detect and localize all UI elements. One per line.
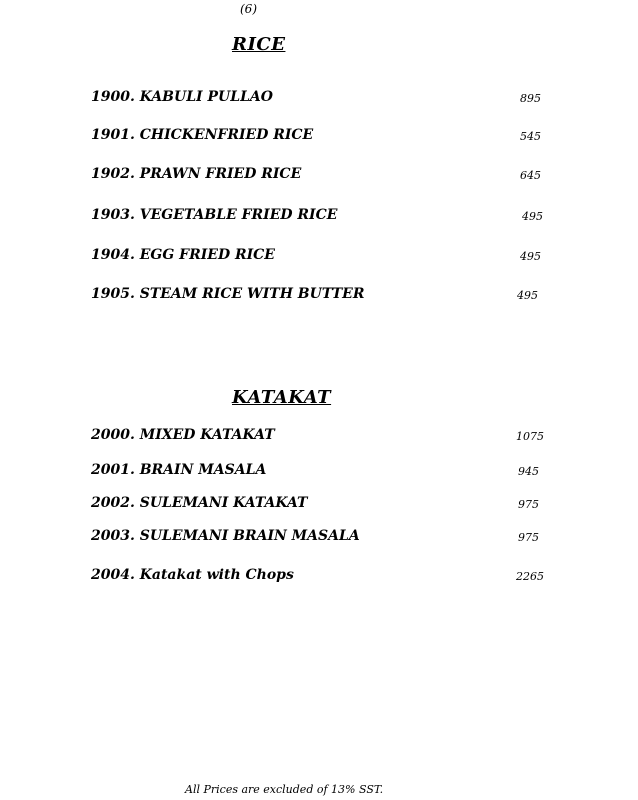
menu-item-price: 495	[520, 250, 541, 263]
menu-item-price: 545	[520, 130, 541, 143]
menu-item-name: 1900. KABULI PULLAO	[91, 89, 273, 105]
menu-item-price: 895	[520, 92, 541, 105]
menu-item-price: 1075	[516, 430, 544, 443]
menu-item-price: 975	[518, 498, 539, 511]
menu-item-name: 2004. Katakat with Chops	[91, 567, 294, 583]
section-title-rice: RICE	[232, 34, 286, 55]
menu-item-price: 975	[518, 531, 539, 544]
footer-note: All Prices are excluded of 13% SST.	[185, 783, 384, 796]
menu-item-price: 2265	[516, 570, 544, 583]
menu-item-name: 2003. SULEMANI BRAIN MASALA	[91, 528, 360, 544]
menu-item-name: 2001. BRAIN MASALA	[91, 462, 267, 478]
menu-item-name: 2002. SULEMANI KATAKAT	[91, 495, 308, 511]
page-number: (6)	[240, 2, 257, 16]
menu-item-price: 645	[520, 169, 541, 182]
menu-item-price: 495	[522, 210, 543, 223]
menu-item-name: 2000. MIXED KATAKAT	[91, 427, 275, 443]
menu-item-price: 945	[518, 465, 539, 478]
menu-item-name: 1904. EGG FRIED RICE	[91, 247, 275, 263]
menu-item-name: 1903. VEGETABLE FRIED RICE	[91, 207, 338, 223]
menu-item-name: 1901. CHICKENFRIED RICE	[91, 127, 314, 143]
section-title-katakat: KATAKAT	[232, 387, 332, 408]
menu-item-name: 1905. STEAM RICE WITH BUTTER	[91, 286, 365, 302]
menu-item-price: 495	[517, 289, 538, 302]
menu-item-name: 1902. PRAWN FRIED RICE	[91, 166, 302, 182]
